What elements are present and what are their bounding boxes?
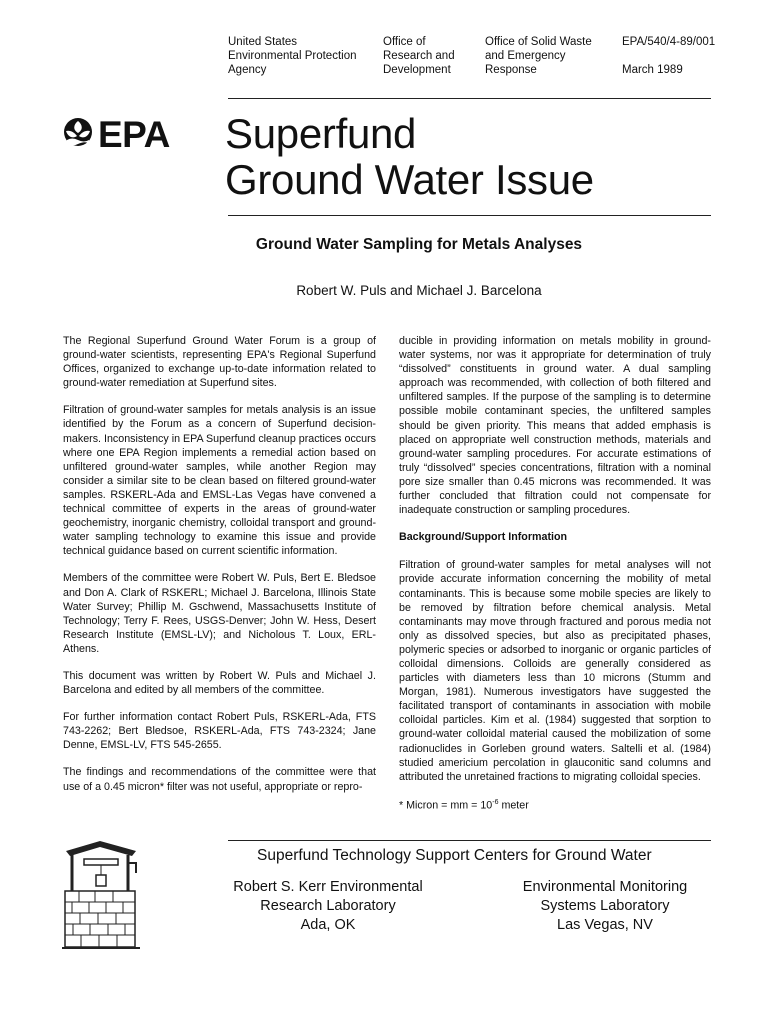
paragraph: The findings and recommendations of the committee were that use of a 0.45 micron* filter was not useful, appropriate or repro- bbox=[63, 766, 376, 793]
footer-divider bbox=[228, 840, 711, 841]
paragraph: Filtration of ground-water samples for metal analyses will not provide accurate information concerning the mobility of metal contaminants. This is because some mobile species are likely to be removed by filtration before chemical analysis. Metal contaminants may move through fractured and porous media not only as dissolved species, but also as precipitated phases, polymeric species or adsorbed to inorganic or organic particles of colloidal dimensions. Colloids are generally considered as particles with diameters less than 10 microns (Stumm and Morgan, 1981). Numerous investigators have suggested the facilitated transport of contaminants in association with mobile colloidal particles. Kim et al. (1984) suggested that sorption to ground-water colloidal material caused the mobilization of some radionuclides in Gorleben ground waters. Saltelli et al. (1984) studied americium percolation in glauconitic sand columns and attributed the unretained fractions to migrating colloidal species. bbox=[399, 559, 711, 783]
page-title: Superfund Ground Water Issue bbox=[225, 110, 594, 203]
doc-date: March 1989 bbox=[622, 64, 683, 76]
paragraph: The Regional Superfund Ground Water Forum is a group of ground-water scientists, representing EPA's Regional Superfund Offices, organized to exchange up-to-date information related to ground-water remediation at Superfund sites. bbox=[63, 335, 376, 390]
paragraph: Members of the committee were Robert W. Puls, Bert E. Bledsoe and Don A. Clark of RSKERL; Michael J. Barcelona, Illinois State Water Survey; Phillip M. Gschwend, Massachusetts Institute of Technology; Terry F. Rees, USGS-Denver; John W. Hess, Desert Research Institute (EMSL-LV); and Nicholous T. Loux, ERL-Athens. bbox=[63, 572, 376, 655]
doc-info bbox=[622, 35, 715, 77]
document-authors: Robert W. Puls and Michael J. Barcelona bbox=[296, 283, 542, 298]
paragraph: ducible in providing information on metals mobility in ground-water systems, nor was it appropriate for determination of truly “dissolved” constituents in ground water. A dual sampling approach was recommended, with collection of both filtered and unfiltered samples. If the purpose of the sampling is to determine possible mobile contaminant species, the unfiltered samples should be given priority. This means that added emphasis is placed on appropriate well construction methods, materials and ground-water sampling procedures. For accurate estimations of truly “dissolved” species concentrations, filtration with a nominal pore size smaller than 0.45 microns was recommended. It was further concluded that filtration could not compensate for inadequate construction or sampling procedures. bbox=[399, 335, 711, 517]
right-column bbox=[399, 334, 711, 812]
monitoring-laboratory: Environmental Monitoring Systems Laboratory Las Vegas, NV bbox=[522, 879, 688, 933]
epa-logo-text: EPA bbox=[98, 114, 170, 155]
agency-name: United States Environmental Protection Agency bbox=[228, 36, 357, 76]
paragraph: Filtration of ground-water samples for metals analysis is an issue identified by the Forum as a concern of Superfund decision-makers. Inconsistency in EPA Superfund cleanup practices occurs where one EPA Region implements a remedial action based on unfiltered ground-water samples, while another Region may consider a similar site to be clean based on filtered ground-water samples. RSKERL-Ada and EMSL-Las Vegas have convened a technical committee of experts in the areas of ground-water geochemistry, inorganic chemistry, colloidal transport and ground-water sampling technology to examine this issue and provide technical guidance based on current scientific information. bbox=[63, 404, 376, 558]
left-column bbox=[63, 334, 376, 807]
document-subtitle: Ground Water Sampling for Metals Analyses bbox=[255, 236, 583, 253]
paragraph: For further information contact Robert Puls, RSKERL-Ada, FTS 743-2262; Bert Bledsoe, RSKERL-Ada, FTS 743-2324; Jane Denne, EMSL-LV, FTS 545-2655. bbox=[63, 711, 376, 752]
header-divider bbox=[228, 98, 711, 99]
office-solid-waste: Office of Solid Waste and Emergency Response bbox=[485, 36, 592, 76]
title-divider bbox=[228, 215, 711, 216]
office-research: Office of Research and Development bbox=[383, 36, 455, 76]
paragraph: This document was written by Robert W. Puls and Michael J. Barcelona and edited by all members of the committee. bbox=[63, 669, 376, 697]
epa-flower-icon bbox=[62, 116, 94, 154]
epa-logo bbox=[62, 116, 170, 154]
kerr-laboratory: Robert S. Kerr Environmental Research Laboratory Ada, OK bbox=[233, 879, 423, 933]
footnote: * Micron = mm = $10^{-6}$ meter bbox=[399, 798, 529, 812]
section-heading: Background/Support Information bbox=[399, 531, 568, 544]
support-centers-title: Superfund Technology Support Centers for Ground Water bbox=[257, 847, 652, 864]
doc-number: EPA/540/4-89/001 bbox=[622, 36, 716, 48]
water-well-icon bbox=[62, 839, 140, 951]
